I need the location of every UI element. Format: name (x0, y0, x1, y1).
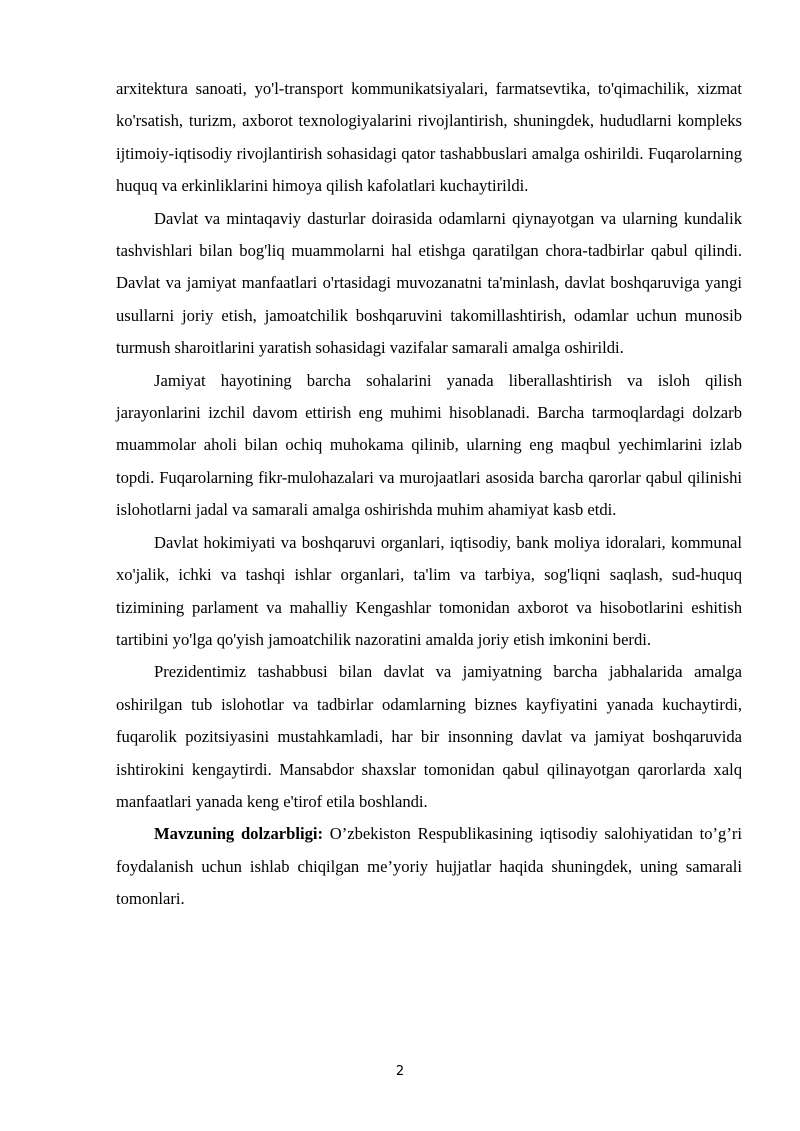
topic-relevance-heading: Mavzuning dolzarbligi: (154, 824, 323, 844)
paragraph-public-control: Davlat hokimiyati va boshqaruvi organlari, iqtisodiy, bank moliya idoralari, kommunal xo'jalik, ichki va tashqi ishlar organlari, ta'lim va tarbiya, sog'liqni saqlash, sud-huquq tizimining parlament va mahalliy Kengashlar tomonidan axborot va hisobotlarini eshitish tartibini yo'lga qo'yish jamoatchilik nazoratini amalda joriy etish imkonini berdi. (116, 532, 742, 649)
paragraph-topic-relevance (116, 818, 742, 915)
page-number: 2 (395, 1064, 405, 1079)
paragraph-continuation: arxitektura sanoati, yo'l-transport kommunikatsiyalari, farmatsevtika, to'qimachilik, xizmat ko'rsatish, turizm, axborot texnologiyalarini rivojlantirish, shuningdek, hududlarni kompleks ijtimoiy-iqtisodiy rivojlantirish sohasidagi qator tashabbuslari amalga oshirildi. Fuqarolarning huquq va erkinliklarini himoya qilish kafolatlari kuchaytirildi. (116, 79, 742, 196)
document-page (116, 73, 742, 916)
paragraph-president-initiative: Prezidentimiz tashabbusi bilan davlat va jamiyatning barcha jabhalarida amalga oshirilgan tub islohotlar va tadbirlar odamlarning biznes kayfiyatini yanada kuchaytirdi, fuqarolik pozitsiyasini mustahkamladi, har bir insonning davlat va jamiyat boshqaruvida ishtirokini kengaytirdi. Mansabdor shaxslar tomonidan qabul qilinayotgan qarorlarda xalq manfaatlari yanada keng e'tirof etila boshlandi. (116, 662, 742, 811)
paragraph-state-programs: Davlat va mintaqaviy dasturlar doirasida odamlarni qiynayotgan va ularning kundalik tashvishlari bilan bog'liq muammolarni hal etishga qaratilgan chora-tadbirlar qabul qilindi. Davlat va jamiyat manfaatlari o'rtasidagi muvozanatni ta'minlash, davlat boshqaruviga yangi usullarni joriy etish, jamoatchilik boshqaruvini takomillashtirish, odamlar uchun munosib turmush sharoitlarini yaratish sohasidagi vazifalar samarali amalga oshirildi. (116, 208, 742, 358)
paragraph-liberalization: Jamiyat hayotining barcha sohalarini yanada liberallashtirish va isloh qilish jarayonlarini izchil davom ettirish eng muhimi hisoblanadi. Barcha tarmoqlardagi dolzarb muammolar aholi bilan ochiq muhokama qilinib, ularning eng maqbul yechimlarini izlab topdi. Fuqarolarning fikr-mulohazalari va murojaatlari asosida barcha qarorlar qabul qilinishi islohotlarni jadal va samarali amalga oshirishda muhim ahamiyat kasb etdi. (116, 370, 742, 520)
topic-relevance-text: O’zbekiston Respublikasining iqtisodiy salohiyatidan to’g’ri foydalanish uchun ishlab chiqilgan me’yoriy hujjatlar haqida shuningdek, uning samarali tomonlari. (116, 824, 742, 909)
